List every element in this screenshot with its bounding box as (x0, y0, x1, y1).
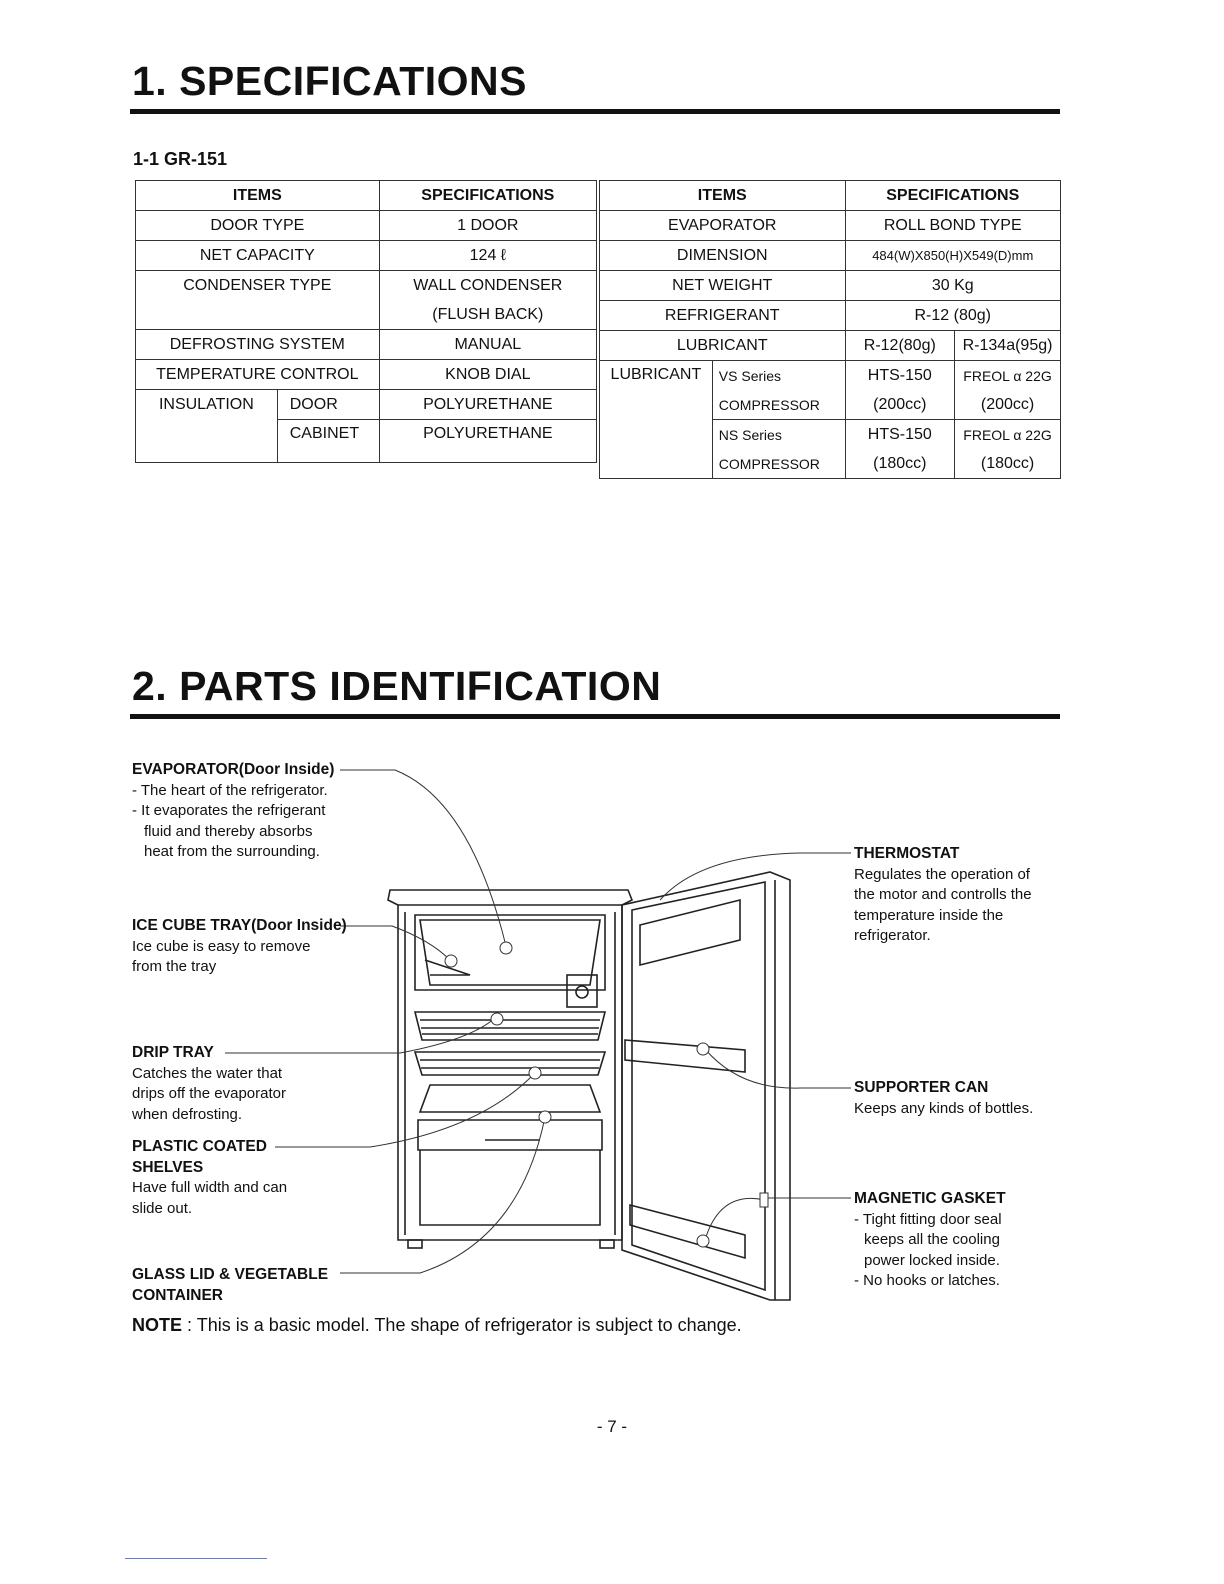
row-label: DEFROSTING SYSTEM (136, 330, 380, 360)
row-value: R-134a(95g) (955, 331, 1061, 361)
row-label: EVAPORATOR (600, 211, 846, 241)
header-specifications: SPECIFICATIONS (379, 181, 596, 211)
label-title: MAGNETIC GASKET (854, 1190, 1006, 1207)
row-value: (180cc) (845, 449, 955, 479)
label-drip-tray (132, 1043, 286, 1125)
row-value: POLYURETHANE (379, 390, 596, 420)
row-label: LUBRICANT (600, 361, 713, 479)
row-value: WALL CONDENSER (379, 271, 596, 301)
row-value: R-12 (80g) (845, 301, 1061, 331)
row-sublabel: CABINET (277, 420, 379, 463)
label-line: - The heart of the refrigerator. (132, 781, 328, 799)
row-sublabel: VS Series (712, 361, 845, 391)
label-magnetic-gasket (854, 1189, 1006, 1292)
row-value: HTS-150 (845, 420, 955, 450)
row-value: ROLL BOND TYPE (845, 211, 1061, 241)
row-label: DOOR TYPE (136, 211, 380, 241)
row-value: 1 DOOR (379, 211, 596, 241)
row-label: REFRIGERANT (600, 301, 846, 331)
label-title: CONTAINER (132, 1286, 223, 1304)
label-line: temperature inside the (854, 906, 1004, 924)
label-title: SUPPORTER CAN (854, 1079, 989, 1096)
label-title: THERMOSTAT (854, 845, 960, 862)
note (132, 1315, 742, 1336)
label-line: fluid and thereby absorbs (144, 822, 313, 840)
header-items: ITEMS (600, 181, 846, 211)
label-title: GLASS LID & VEGETABLE (132, 1266, 329, 1283)
row-value: 484(W)X850(H)X549(D)mm (845, 241, 1061, 271)
label-line: from the tray (132, 958, 217, 975)
row-value: MANUAL (379, 330, 596, 360)
row-value: FREOL α 22G (955, 361, 1061, 391)
label-title: EVAPORATOR(Door Inside) (132, 761, 335, 778)
row-label: NET CAPACITY (136, 241, 380, 271)
model-subtitle: 1-1 GR-151 (133, 149, 228, 169)
header-items: ITEMS (136, 181, 380, 211)
label-glass-lid (132, 1265, 328, 1306)
row-value: KNOB DIAL (379, 360, 596, 390)
label-line: keeps all the cooling (864, 1231, 1000, 1248)
row-label: NET WEIGHT (600, 271, 846, 301)
row-value: R-12(80g) (845, 331, 955, 361)
row-value: FREOL α 22G (955, 420, 1061, 450)
label-line: Catches the water that (132, 1064, 283, 1082)
callout-markers (445, 942, 768, 1247)
row-value: 30 Kg (845, 271, 1061, 301)
label-line: - No hooks or latches. (854, 1272, 1000, 1289)
label-title: PLASTIC COATED (132, 1138, 267, 1155)
row-label: DIMENSION (600, 241, 846, 271)
label-line: Have full width and can (132, 1179, 288, 1196)
page-number: - 7 - (596, 1417, 628, 1436)
label-thermostat (854, 844, 1032, 947)
row-value: (200cc) (845, 390, 955, 420)
label-line: - It evaporates the refrigerant (132, 802, 326, 819)
row-value: (FLUSH BACK) (379, 300, 596, 330)
footer-line (125, 1558, 267, 1559)
row-label: INSULATION (136, 390, 278, 463)
note-text: : This is a basic model. The shape of refrigerator is subject to change. (182, 1315, 742, 1335)
label-line: the motor and controlls the (854, 886, 1032, 903)
label-title: DRIP TRAY (132, 1044, 214, 1061)
label-line: refrigerator. (854, 927, 931, 944)
label-line: power locked inside. (864, 1251, 1000, 1269)
label-title: ICE CUBE TRAY(Door Inside) (132, 917, 347, 934)
label-ice-cube-tray (132, 916, 347, 978)
label-line: when defrosting. (132, 1105, 243, 1123)
label-line: Regulates the operation of (854, 865, 1030, 883)
section-title-parts: 2. PARTS IDENTIFICATION (132, 663, 662, 709)
label-line: heat from the surrounding. (144, 843, 320, 860)
row-value: HTS-150 (845, 361, 955, 391)
label-line: Ice cube is easy to remove (132, 937, 311, 955)
label-supporter-can (854, 1078, 1033, 1119)
row-value: 124 ℓ (379, 241, 596, 271)
section-title-specifications: 1. SPECIFICATIONS (132, 58, 528, 104)
label-line: - Tight fitting door seal (854, 1210, 1002, 1228)
note-label: NOTE (132, 1315, 183, 1335)
row-sublabel: DOOR (277, 390, 379, 420)
row-sublabel: NS Series (712, 420, 845, 450)
row-value: POLYURETHANE (379, 420, 596, 463)
label-line: drips off the evaporator (132, 1085, 286, 1102)
row-label: CONDENSER TYPE (136, 271, 380, 301)
label-line: Keeps any kinds of bottles. (854, 1099, 1034, 1117)
label-evaporator (132, 760, 334, 863)
row-label: LUBRICANT (600, 331, 846, 361)
row-value: (200cc) (955, 390, 1061, 420)
row-sublabel: COMPRESSOR (712, 390, 845, 420)
row-value: (180cc) (955, 449, 1061, 479)
row-label: TEMPERATURE CONTROL (136, 360, 380, 390)
row-sublabel: COMPRESSOR (712, 449, 845, 479)
label-line: slide out. (132, 1199, 193, 1217)
label-title: SHELVES (132, 1158, 204, 1176)
header-specifications: SPECIFICATIONS (845, 181, 1061, 211)
label-plastic-shelves (132, 1137, 287, 1219)
refrigerator-body (388, 872, 790, 1300)
